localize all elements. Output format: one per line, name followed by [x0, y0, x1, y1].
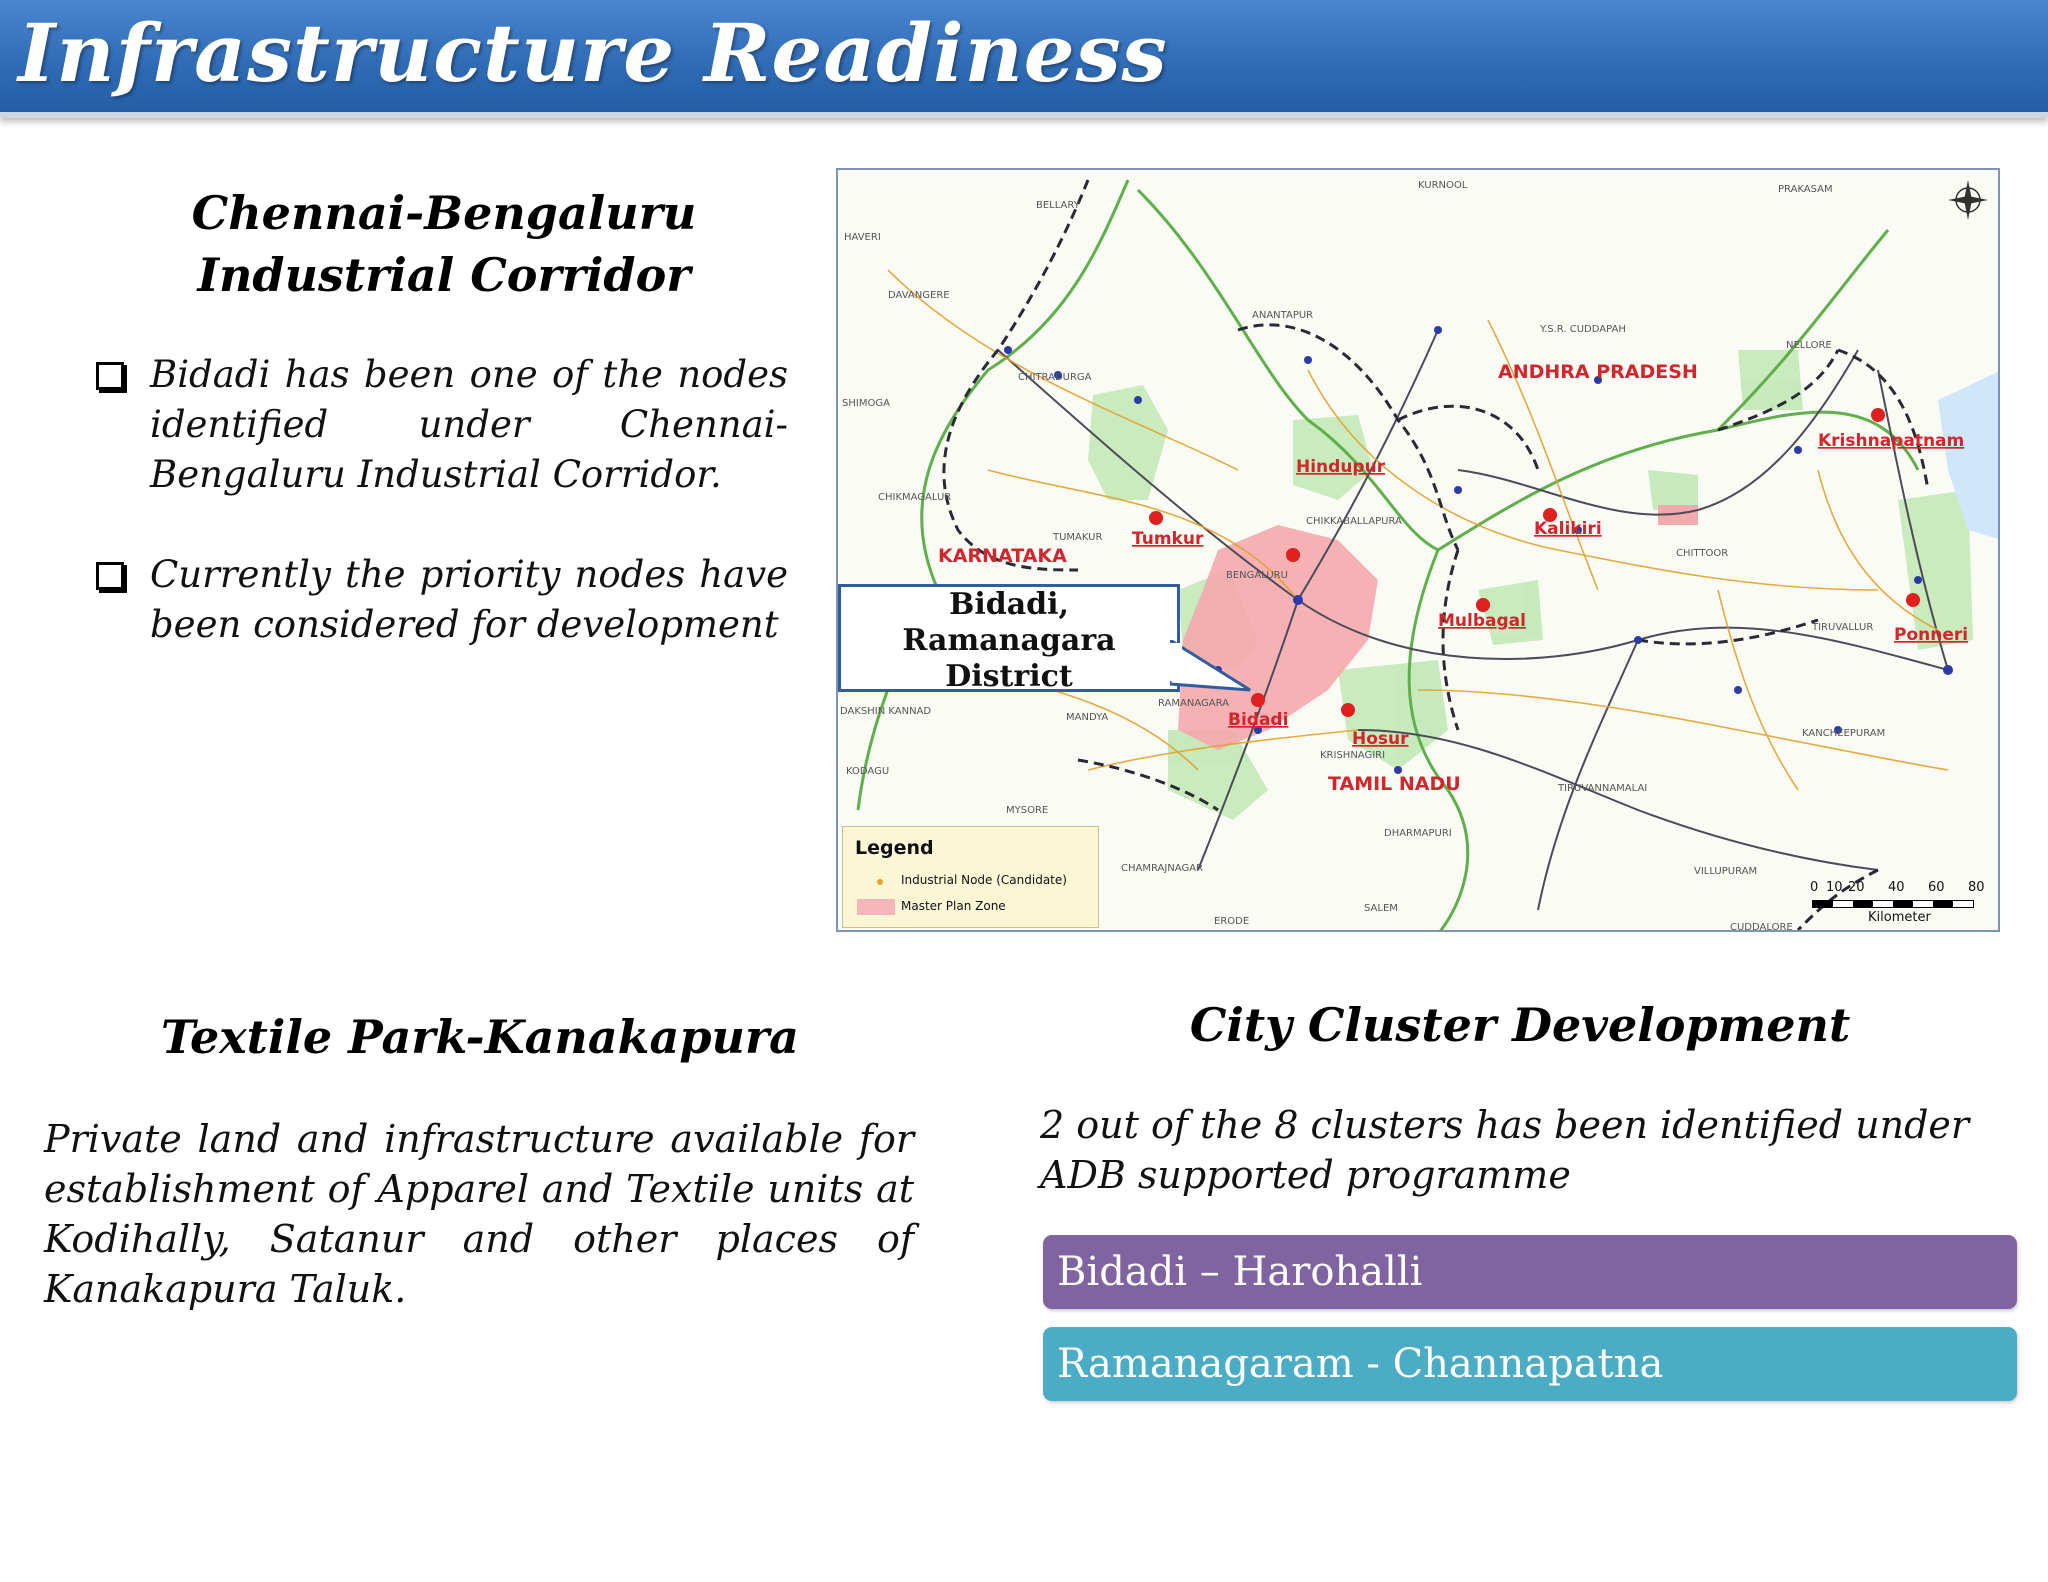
corridor-title-line1: Chennai-Bengaluru	[191, 186, 697, 240]
map-node-label: Hosur	[1352, 729, 1409, 749]
map-place-label: Y.S.R. CUDDAPAH	[1540, 324, 1626, 335]
map-place-label: CHIKMAGALUR	[878, 492, 952, 503]
map-node-label: Ponneri	[1894, 625, 1969, 645]
master-plan-swatch	[857, 899, 895, 915]
map-place-label: ERODE	[1214, 916, 1250, 927]
map-place-label: CHITRADURGA	[1018, 372, 1092, 383]
map-place-label: CHIKKABALLAPURA	[1306, 516, 1402, 527]
map-place-label: SHIMOGA	[842, 398, 890, 409]
callout-line2: Ramanagara	[902, 623, 1116, 658]
map-place-label: KURNOOL	[1418, 180, 1468, 191]
bidadi-callout	[838, 584, 1180, 692]
compass-icon	[1948, 180, 1988, 220]
checkbox-bullet-icon	[96, 362, 124, 390]
scale-unit: Kilometer	[1868, 910, 1931, 925]
scale-tick: 20	[1848, 880, 1865, 895]
bullet-text: Currently the priority nodes have been considered for development	[150, 553, 788, 646]
callout-line3: District	[945, 659, 1073, 694]
bullet-item	[92, 350, 788, 500]
map-place-label: MANDYA	[1066, 712, 1109, 723]
map-node-label: Krishnapatnam	[1818, 431, 1965, 451]
map-place-label: DHARMAPURI	[1384, 828, 1452, 839]
textile-title: Textile Park-Kanakapura	[161, 1010, 799, 1064]
map-place-label: BENGALURU	[1226, 570, 1288, 581]
cluster-item-ramanagaram-channapatna: Ramanagaram - Channapatna	[1043, 1327, 2017, 1401]
bullet-item	[92, 550, 788, 650]
map-place-label: MYSORE	[1006, 805, 1049, 816]
legend-item: Master Plan Zone	[901, 899, 1006, 913]
scale-tick: 60	[1928, 880, 1945, 895]
header-bar	[0, 0, 2048, 118]
map-place-label: DAVANGERE	[888, 290, 950, 301]
callout-line1: Bidadi,	[949, 587, 1069, 622]
map-state-label: TAMIL NADU	[1328, 773, 1461, 795]
callout-pointer-icon	[1170, 640, 1260, 696]
map-place-label: RAMANAGARA	[1158, 698, 1229, 709]
map-node-label: Tumkur	[1132, 529, 1204, 549]
cluster-body: 2 out of the 8 clusters has been identified under ADB supported programme	[1040, 1103, 1970, 1197]
industrial-node-icon	[877, 879, 883, 885]
map-node-label: Mulbagal	[1438, 611, 1526, 631]
map-place-label: ANANTAPUR	[1252, 310, 1314, 321]
cluster-title: City Cluster Development	[1189, 998, 1851, 1052]
corridor-bullets	[92, 350, 788, 700]
map-place-label: KRISHNAGIRI	[1320, 750, 1386, 761]
textile-body: Private land and infrastructure available for establishment of Apparel and Textile units at Kodihally, Satanur and other places of Kanakapura Taluk.	[44, 1117, 914, 1311]
map-place-label: TIRUVALLUR	[1812, 622, 1874, 633]
map-node-label: Hindupur	[1296, 457, 1386, 477]
map-node-label: Kalikiri	[1534, 519, 1602, 539]
map-node-label: Bidadi	[1228, 710, 1289, 730]
map-place-label: CHAMRAJNAGAR	[1121, 863, 1203, 874]
scale-tick: 40	[1888, 880, 1905, 895]
corridor-map	[836, 168, 2000, 932]
map-place-label: CUDDALORE	[1730, 922, 1793, 933]
checkbox-bullet-icon	[96, 562, 124, 590]
legend-item: Industrial Node (Candidate)	[901, 873, 1067, 887]
cluster-item-bidadi-harohalli: Bidadi – Harohalli	[1043, 1235, 2017, 1309]
map-place-label: HAVERI	[844, 232, 881, 243]
map-place-label: PRAKASAM	[1778, 184, 1833, 195]
map-place-label: NELLORE	[1786, 340, 1832, 351]
map-place-label: CHITTOOR	[1676, 548, 1729, 559]
map-legend	[842, 826, 1099, 928]
page-title: Infrastructure Readiness	[18, 6, 1168, 100]
map-place-label: BELLARY	[1036, 200, 1080, 211]
map-place-label: KODAGU	[846, 766, 890, 777]
map-place-label: TUMAKUR	[1053, 532, 1103, 543]
map-place-label: SALEM	[1364, 903, 1398, 914]
scale-tick: 80	[1968, 880, 1985, 895]
bullet-text: Bidadi has been one of the nodes identified under Chennai-Bengaluru Industrial Corridor.	[150, 353, 788, 496]
map-state-label: KARNATAKA	[938, 545, 1067, 567]
map-place-label: VILLUPURAM	[1694, 866, 1758, 877]
corridor-title-line2: Industrial Corridor	[197, 248, 691, 302]
map-place-label: KANCHEEPURAM	[1802, 728, 1886, 739]
scale-tick: 0	[1810, 880, 1819, 895]
map-place-label: DAKSHIN KANNAD	[840, 706, 932, 717]
map-graphic	[838, 170, 2000, 932]
legend-title: Legend	[855, 837, 934, 859]
map-scale-bar	[1808, 880, 1998, 930]
map-place-label: TIRUVANNAMALAI	[1558, 783, 1648, 794]
corridor-title	[100, 182, 788, 306]
map-state-label: ANDHRA PRADESH	[1498, 361, 1698, 383]
scale-tick: 10	[1826, 880, 1843, 895]
